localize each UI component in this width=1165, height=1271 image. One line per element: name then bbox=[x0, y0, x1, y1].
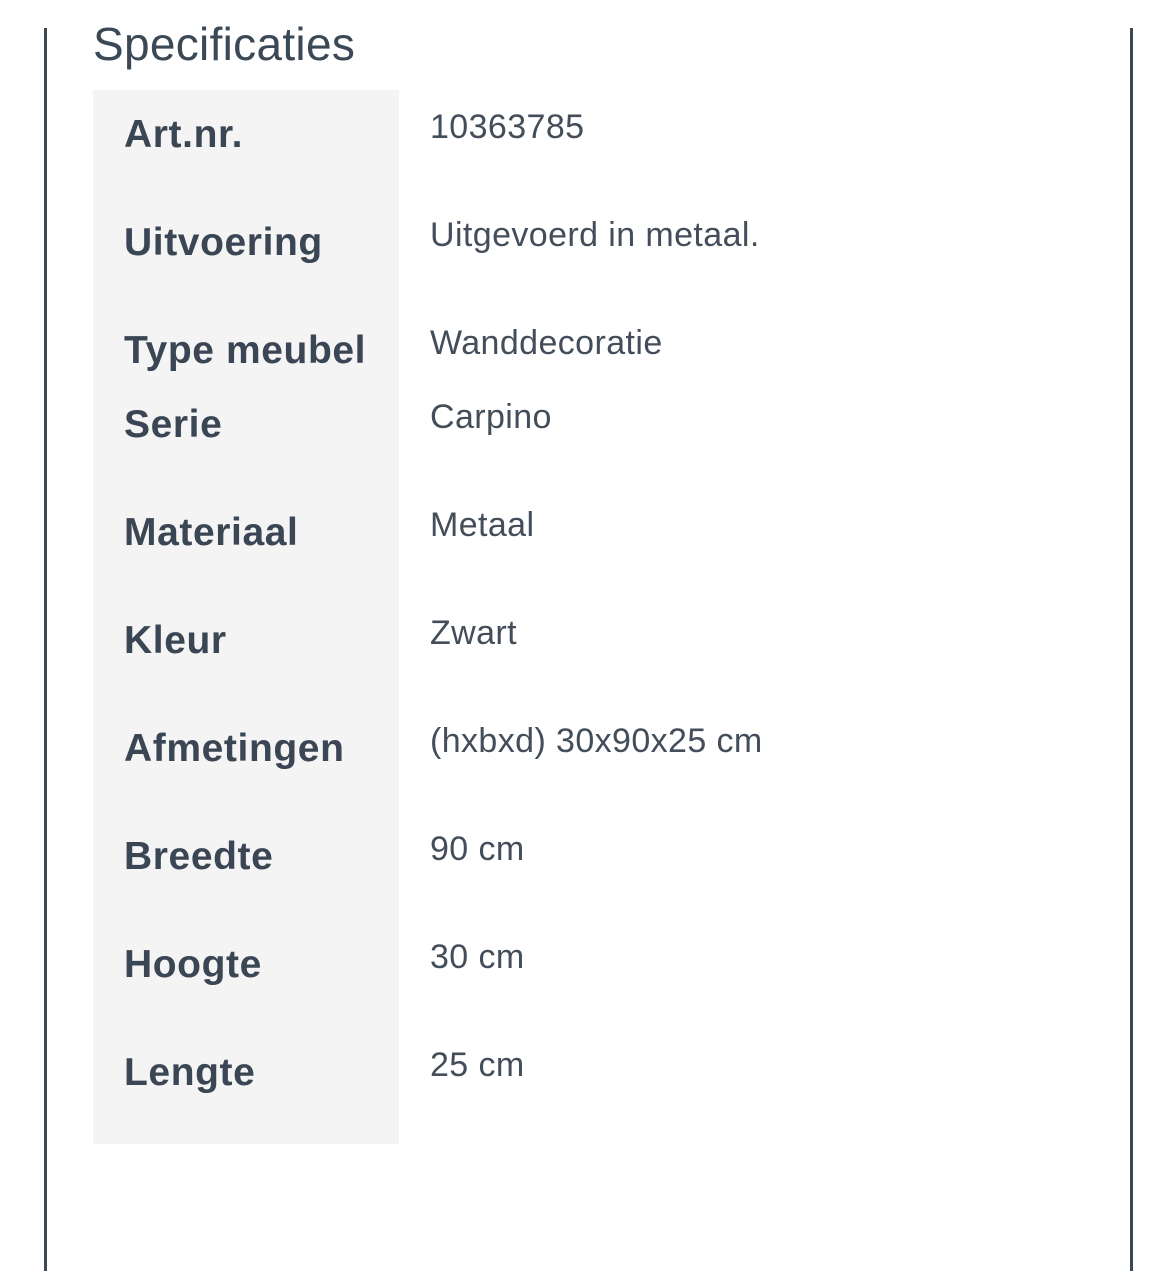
spec-value: Uitgevoerd in metaal. bbox=[430, 216, 760, 254]
spec-value: 10363785 bbox=[430, 108, 585, 146]
spec-label: Art.nr. bbox=[124, 113, 244, 156]
spec-value: Zwart bbox=[430, 614, 517, 652]
spec-label: Afmetingen bbox=[124, 727, 345, 770]
section-title: Specificaties bbox=[93, 18, 356, 70]
spec-label: Hoogte bbox=[124, 943, 262, 986]
spec-table bbox=[93, 90, 1093, 1144]
spec-label: Kleur bbox=[124, 619, 227, 662]
spec-row-art-nr bbox=[93, 90, 1093, 198]
spec-label: Uitvoering bbox=[124, 221, 323, 264]
spec-row-kleur bbox=[93, 596, 1093, 704]
spec-row-materiaal bbox=[93, 488, 1093, 596]
left-border bbox=[44, 28, 47, 1271]
right-border bbox=[1130, 28, 1133, 1271]
spec-row-hoogte bbox=[93, 920, 1093, 1028]
spec-label: Serie bbox=[124, 403, 223, 446]
spec-row-type-meubel bbox=[93, 306, 1093, 380]
spec-value: Wanddecoratie bbox=[430, 324, 663, 362]
spec-row-serie bbox=[93, 380, 1093, 488]
spec-value: 90 cm bbox=[430, 830, 525, 868]
spec-value: 25 cm bbox=[430, 1046, 525, 1084]
spec-row-breedte bbox=[93, 812, 1093, 920]
spec-value: Carpino bbox=[430, 398, 552, 436]
spec-row-lengte bbox=[93, 1028, 1093, 1144]
spec-label: Type meubel bbox=[124, 329, 367, 372]
spec-row-uitvoering bbox=[93, 198, 1093, 306]
spec-label: Materiaal bbox=[124, 511, 299, 554]
spec-label: Breedte bbox=[124, 835, 274, 878]
spec-value: (hxbxd) 30x90x25 cm bbox=[430, 722, 763, 760]
spec-label: Lengte bbox=[124, 1051, 256, 1094]
spec-row-afmetingen bbox=[93, 704, 1093, 812]
spec-value: 30 cm bbox=[430, 938, 525, 976]
spec-value: Metaal bbox=[430, 506, 535, 544]
